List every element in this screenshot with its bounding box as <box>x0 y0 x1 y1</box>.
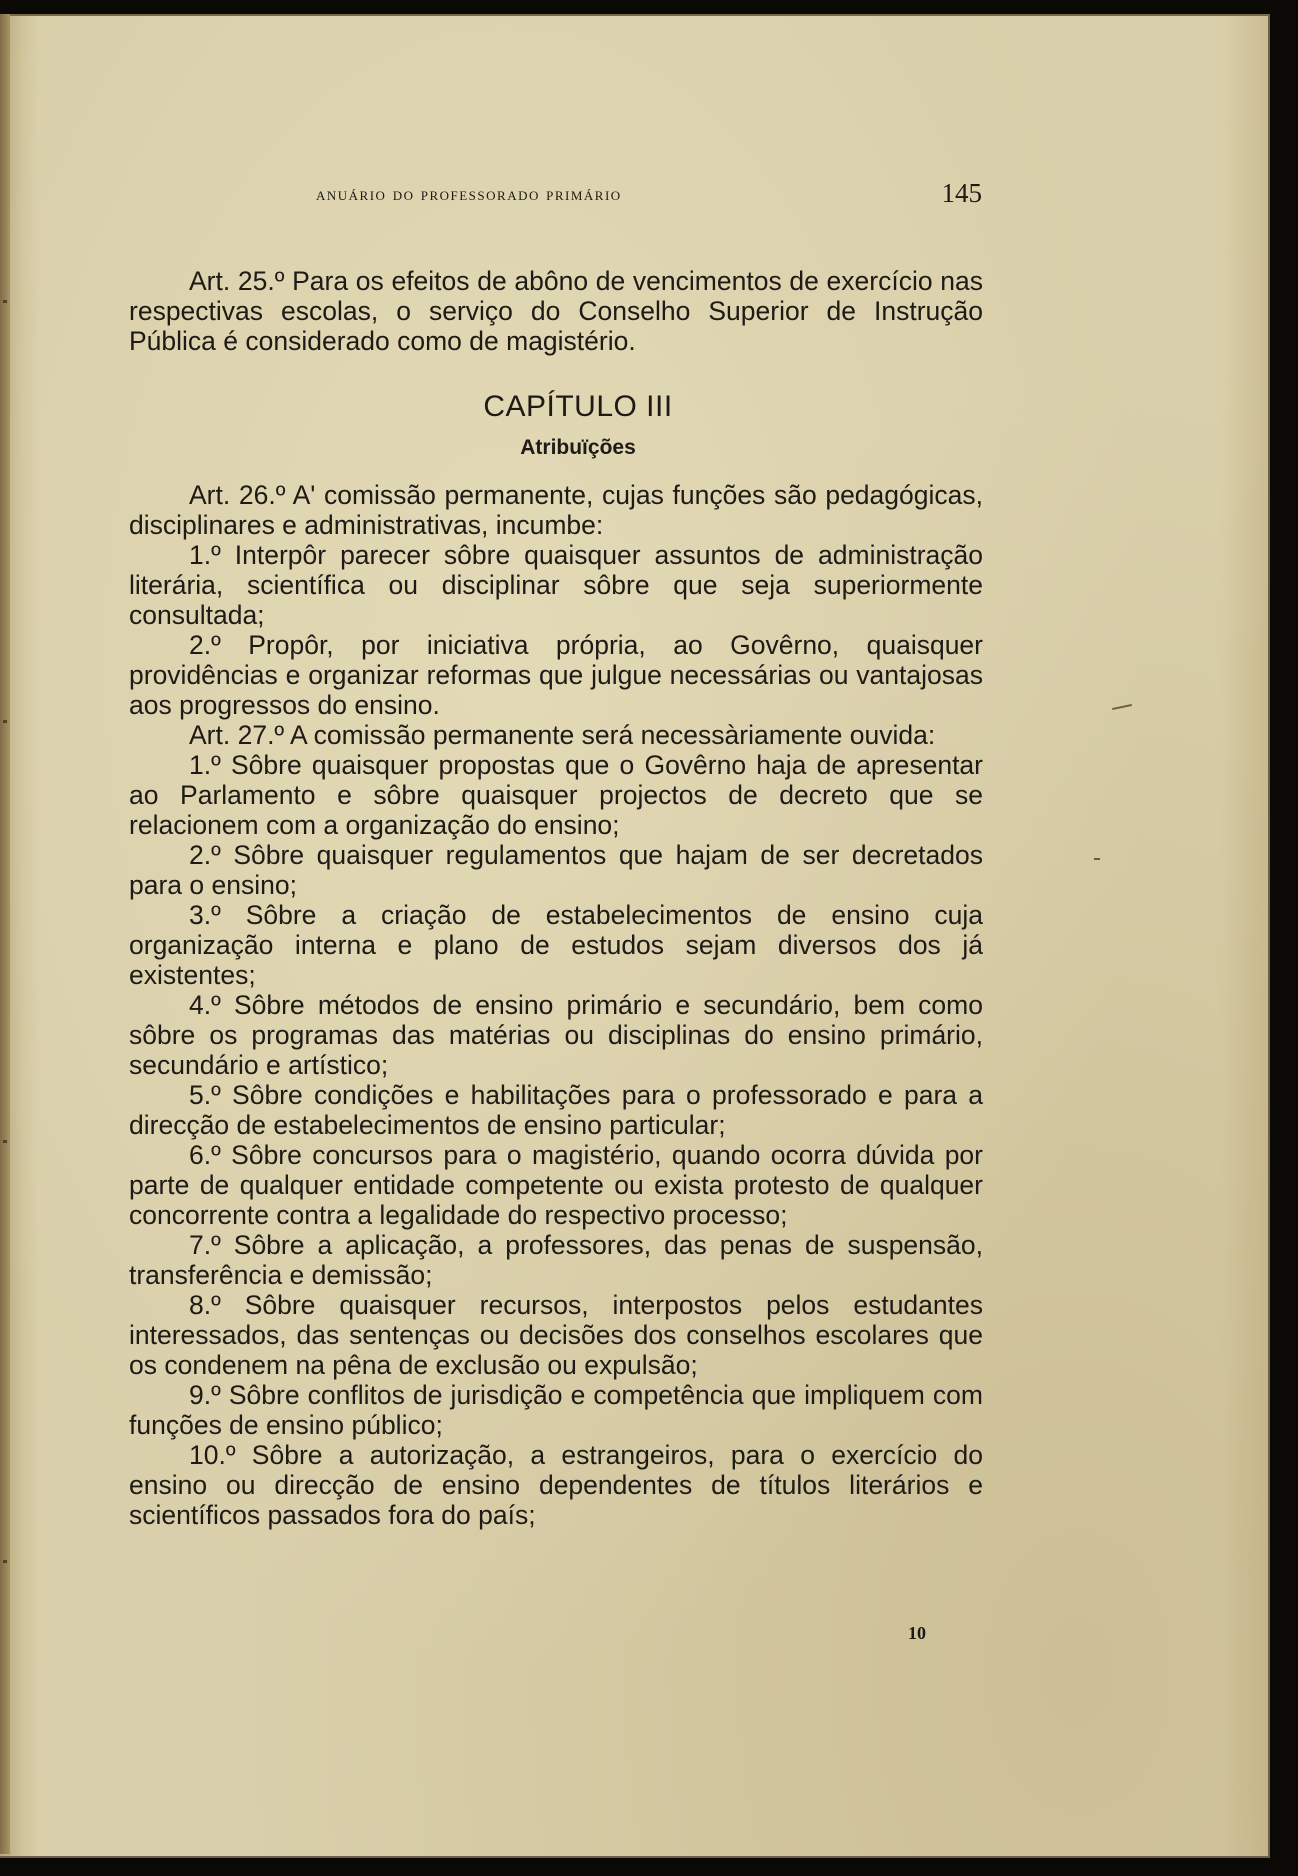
article-27-item: 5.º Sôbre condições e habilitações para o professorado e para a direcção de estabelecimentos de ensino particular; <box>129 1080 983 1140</box>
article-27-item: 1.º Sôbre quaisquer propostas que o Govêrno haja de apresentar ao Parlamento e sôbre quaisquer projectos de decreto que se relacionem com a organização do ensino; <box>129 750 983 840</box>
binding-edge <box>0 14 10 1854</box>
stitch-mark <box>3 1140 7 1143</box>
article-27-item: 7.º Sôbre a aplicação, a professores, das penas de suspensão, transferência e demissão; <box>129 1230 983 1290</box>
running-title: anuário do professorado primário <box>316 184 622 205</box>
article-27-item: 8.º Sôbre quaisquer recursos, interpostos pelos estudantes interessados, das sentenças ou decisões dos conselhos escolares que os condenem na pêna de exclusão ou expulsão; <box>129 1290 983 1380</box>
article-27-item: 6.º Sôbre concursos para o magistério, quando ocorra dúvida por parte de qualquer entidade competente ou exista protesto de qualquer concorrente contra a legalidade do respectivo processo; <box>129 1140 983 1230</box>
stitch-mark <box>3 720 7 723</box>
article-27-item: 3.º Sôbre a criação de estabelecimentos de ensino cuja organização interna e plano de estudos sejam diversos dos já existentes; <box>129 900 983 990</box>
pencil-mark <box>1094 858 1100 860</box>
chapter-title: CAPÍTULO III <box>483 390 673 423</box>
section-title: Atribuïções <box>520 436 636 459</box>
article-26-item: 1.º Interpôr parecer sôbre quaisquer assuntos de administração literária, scientífica ou disciplinar sôbre que seja superiormente consultada; <box>129 540 983 630</box>
page-number: 145 <box>941 178 982 208</box>
article-27-item: 10.º Sôbre a autorização, a estrangeiros, para o exercício do ensino ou direcção de ensino dependentes de títulos literários e scientíficos passados fora do país; <box>129 1440 983 1530</box>
page-body <box>129 266 983 1530</box>
article-25: Art. 25.º Para os efeitos de abôno de vencimentos de exercício nas respectivas escolas, o serviço do Conselho Superior de Instrução Pública é considerado como de magistério. <box>129 266 983 356</box>
running-header <box>316 178 982 210</box>
stitch-mark <box>3 300 7 303</box>
article-27-item: 9.º Sôbre conflitos de jurisdição e competência que impliquem com funções de ensino público; <box>129 1380 983 1440</box>
article-27-intro: Art. 27.º A comissão permanente será necessàriamente ouvida: <box>189 720 936 750</box>
article-26-item: 2.º Propôr, por iniciativa própria, ao Govêrno, quaisquer providências e organizar reformas que julgue necessárias ou vantajosas aos progressos do ensino. <box>129 630 983 720</box>
article-27-item: 2.º Sôbre quaisquer regulamentos que hajam de ser decretados para o ensino; <box>129 840 983 900</box>
signature-mark: 10 <box>908 1623 926 1643</box>
article-26-intro: Art. 26.º A' comissão permanente, cujas funções são pedagógicas, disciplinares e administrativas, incumbe: <box>129 480 983 540</box>
article-27-item: 4.º Sôbre métodos de ensino primário e secundário, bem como sôbre os programas das matérias ou disciplinas do ensino primário, secundário e artístico; <box>129 990 983 1080</box>
stitch-mark <box>3 1560 7 1563</box>
